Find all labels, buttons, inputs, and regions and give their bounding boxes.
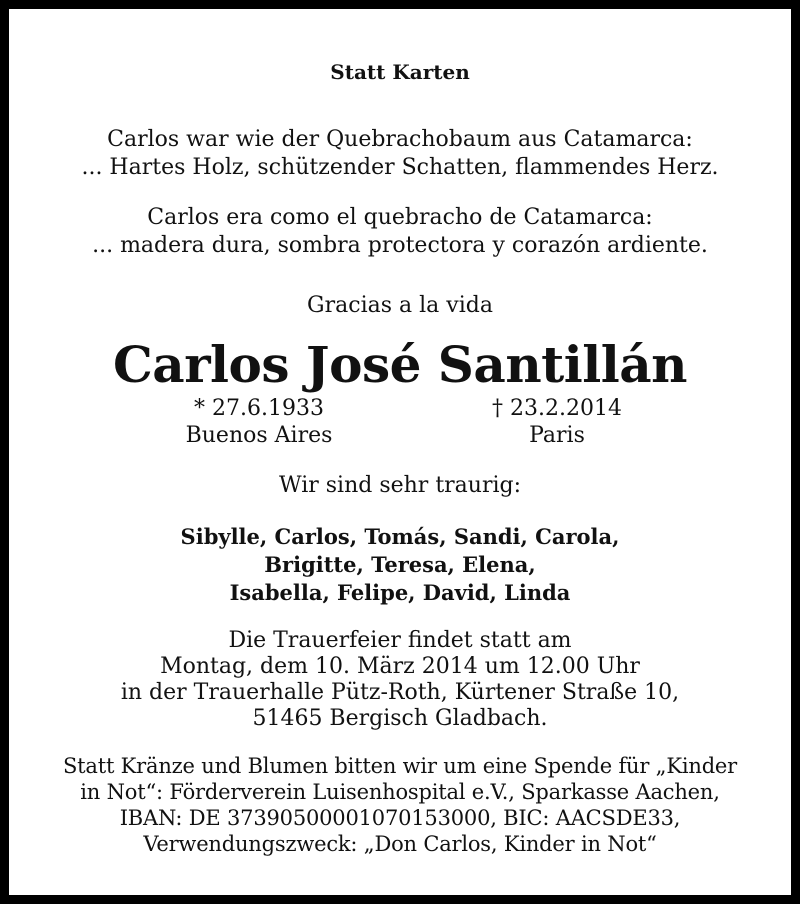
mourning-statement [9,472,791,500]
funeral-service-info [9,628,791,732]
verse-german [9,126,791,182]
verse-spanish-line-2: ... madera dura, sombra protectora y corazón ardiente. [92,233,708,258]
birth-info [139,395,379,449]
death-info [437,395,677,449]
death-date: † 23.2.2014 [492,396,622,421]
verse-german-line-1: Carlos war wie der Quebrachobaum aus Catamarca: [107,127,693,152]
family-line-3: Isabella, Felipe, David, Linda [229,580,571,605]
verse-spanish [9,204,791,260]
deceased-name [9,334,791,396]
family-line-2: Brigitte, Teresa, Elena, [264,552,536,577]
service-line-4: 51465 Bergisch Gladbach. [252,706,548,731]
birth-place: Buenos Aires [185,423,333,448]
service-line-3: in der Trauerhalle Pütz-Roth, Kürtener Straße 10, [120,680,680,705]
family-names [9,523,791,607]
gracias-text: Gracias a la vida [307,293,493,318]
donation-line-3: IBAN: DE 37390500001070153000, BIC: AACSDE33, [119,806,681,830]
verse-german-line-2: ... Hartes Holz, schützender Schatten, flammendes Herz. [81,155,719,180]
donation-line-2: in Not“: Förderverein Luisenhospital e.V., Sparkasse Aachen, [80,780,720,804]
heading-text: Statt Karten [330,60,470,84]
death-place: Paris [529,423,585,448]
donation-line-4: Verwendungszweck: „Don Carlos, Kinder in Not“ [143,832,657,856]
verse-spanish-line-1: Carlos era como el quebracho de Catamarca: [147,205,653,230]
donation-line-1: Statt Kränze und Blumen bitten wir um eine Spende für „Kinder [62,754,738,778]
service-line-2: Montag, dem 10. März 2014 um 12.00 Uhr [160,654,640,679]
gracias-a-la-vida [9,292,791,320]
mourning-text: Wir sind sehr traurig: [278,473,522,498]
notice-heading [9,57,791,87]
deceased-name-text: Carlos José Santillán [113,335,687,394]
donation-request [9,753,791,857]
family-line-1: Sibylle, Carlos, Tomás, Sandi, Carola, [180,524,620,549]
birth-date: * 27.6.1933 [194,396,324,421]
service-line-1: Die Trauerfeier findet statt am [228,628,572,653]
